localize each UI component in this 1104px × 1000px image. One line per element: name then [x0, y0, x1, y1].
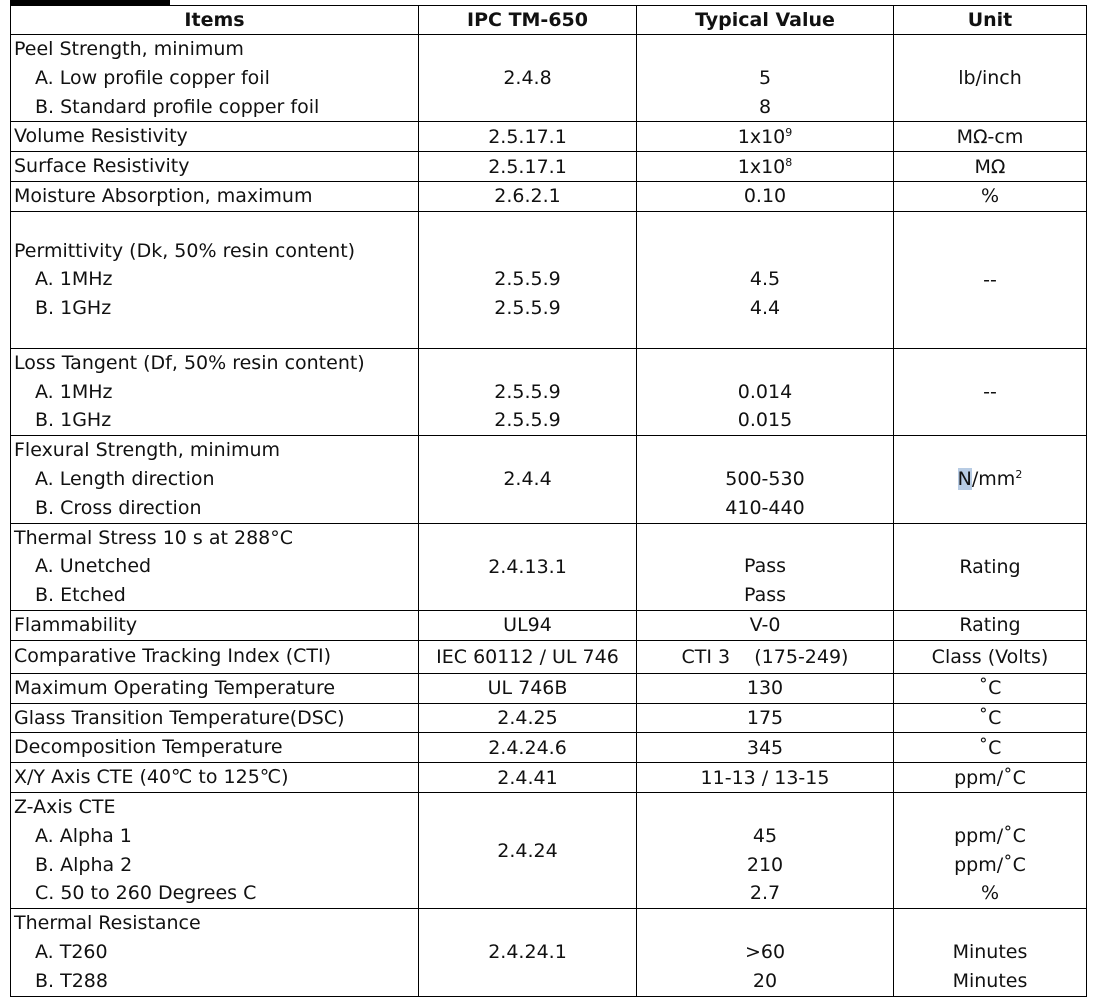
- header-row: [11, 6, 1087, 35]
- table-row-permittivity: Permittivity (Dk, 50% resin content) A. 1MHz B. 1GHz 2.5.5.9 2.5.5.9 4.5 4.4 --: [11, 211, 1087, 348]
- header-value: Typical Value: [637, 6, 894, 35]
- table-row-surface-resistivity: Surface Resistivity 2.5.17.1 $1x10^8$ MΩ: [11, 152, 1087, 182]
- table-row-glass-transition: Glass Transition Temperature(DSC) 2.4.25 175 ˚C: [11, 703, 1087, 733]
- table-row-z-cte: Z-Axis CTE A. Alpha 1 B. Alpha 2 C. 50 to 260 Degrees C 2.4.24 45 210 2.7 ppm/˚C ppm/˚C %: [11, 792, 1087, 908]
- table-row-decomposition: Decomposition Temperature 2.4.24.6 345 ˚C: [11, 733, 1087, 763]
- header-items: Items: [11, 6, 419, 35]
- properties-table: [10, 5, 1087, 997]
- table-row-cti: Comparative Tracking Index (CTI) IEC 60112 / UL 746 CTI 3 (175-249) Class (Volts): [11, 640, 1087, 673]
- table-row-volume-resistivity: Volume Resistivity 2.5.17.1 $1x10^9$ MΩ-cm: [11, 122, 1087, 152]
- table-row-loss-tangent: Loss Tangent (Df, 50% resin content) A. 1MHz B. 1GHz 2.5.5.9 2.5.5.9 0.014 0.015 --: [11, 348, 1087, 435]
- selected-text-highlight: N: [957, 468, 972, 491]
- unit-cell: lb/inch: [894, 35, 1087, 122]
- header-method: IPC TM-650: [419, 6, 637, 35]
- header-unit: Unit: [894, 6, 1087, 35]
- value-cell: 5 8: [637, 35, 894, 122]
- table-row-peel-strength: [11, 35, 1087, 122]
- table-row-flexural-strength: Flexural Strength, minimum A. Length direction B. Cross direction 2.4.4 500-530 410-440 $N/mm^2$: [11, 436, 1087, 523]
- method-cell: 2.4.8: [419, 35, 637, 122]
- table-row-moisture-absorption: Moisture Absorption, maximum 2.6.2.1 0.10 %: [11, 181, 1087, 211]
- table-row-thermal-stress: Thermal Stress 10 s at 288°C A. Unetched B. Etched 2.4.13.1 Pass Pass Rating: [11, 523, 1087, 610]
- item-cell: Peel Strength, minimum A. Low profile copper foil B. Standard profile copper foil: [11, 35, 419, 122]
- table-row-thermal-resistance: Thermal Resistance A. T260 B. T288 2.4.24.1 >60 20 Minutes Minutes: [11, 909, 1087, 996]
- table-row-max-operating-temp: Maximum Operating Temperature UL 746B 130 ˚C: [11, 673, 1087, 703]
- table-row-xy-cte: X/Y Axis CTE (40℃ to 125℃) 2.4.41 11-13 / 13-15 ppm/˚C: [11, 763, 1087, 793]
- table-row-flammability: Flammability UL94 V-0 Rating: [11, 610, 1087, 640]
